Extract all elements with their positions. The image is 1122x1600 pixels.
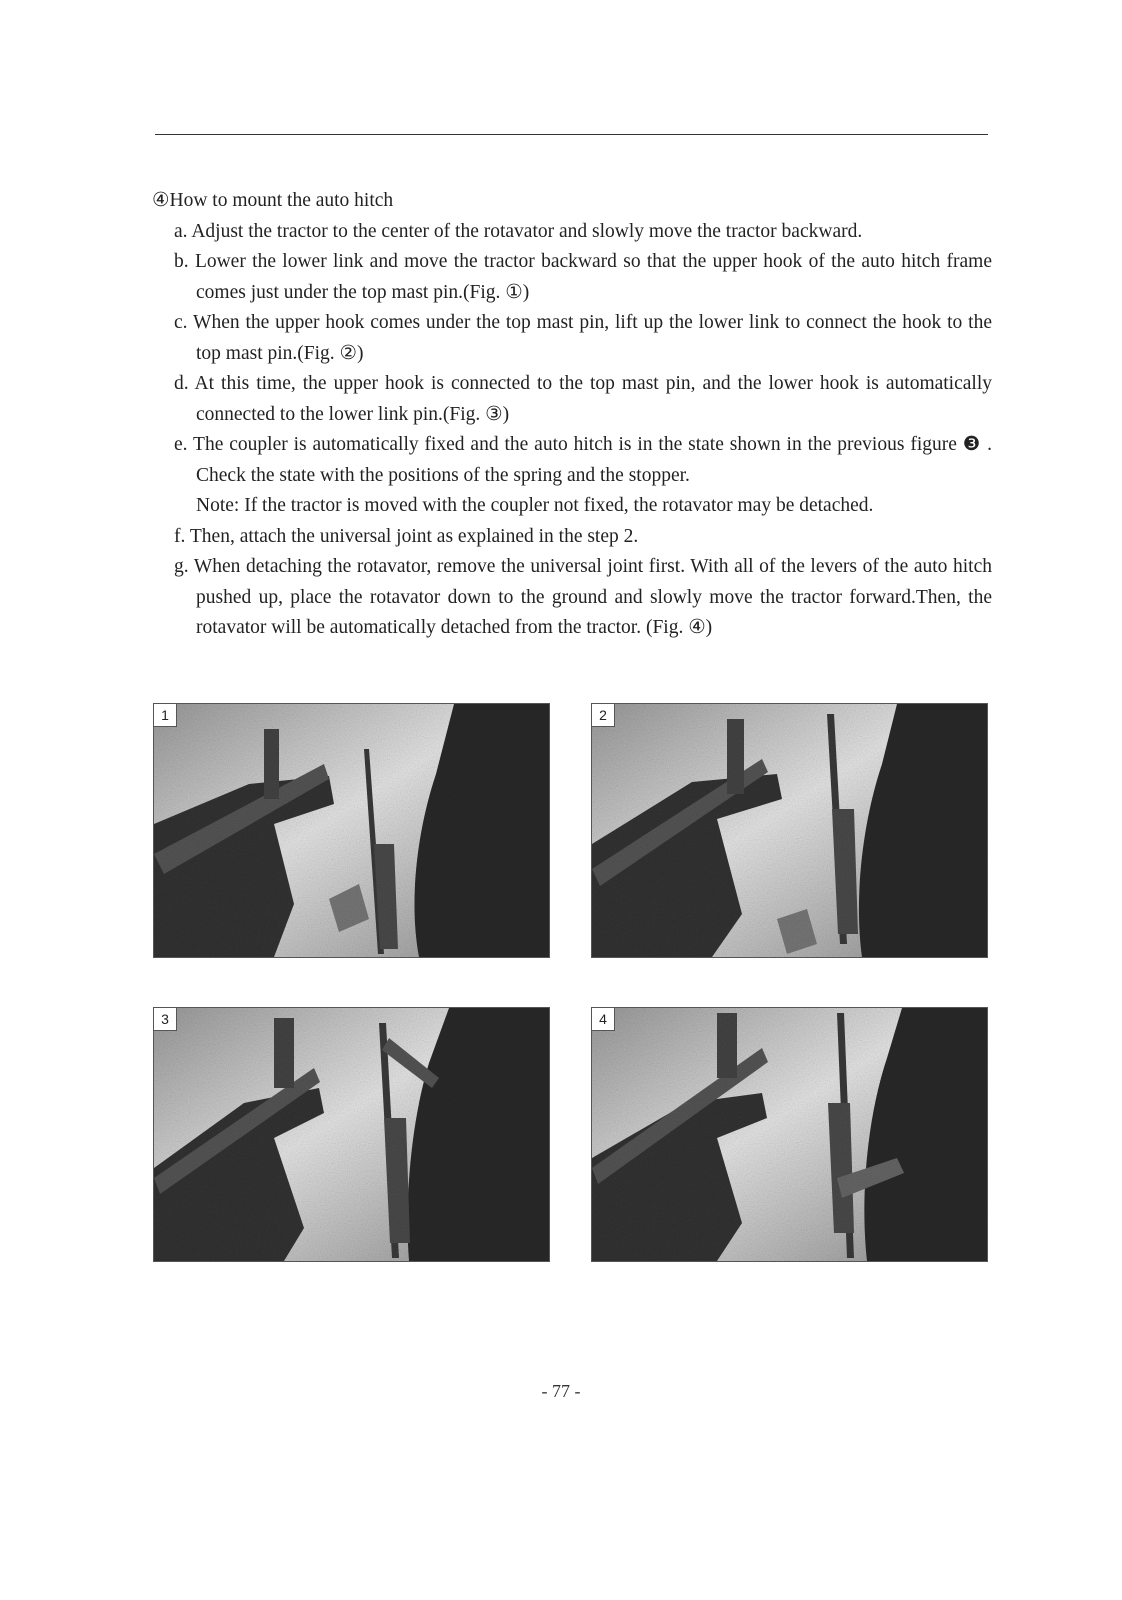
step-a: a. Adjust the tractor to the center of the rotavator and slowly move the tractor backward. [174, 220, 863, 242]
step-d: d. At this time, the upper hook is connected to the top mast pin, and the lower hook is automatically connected to the lower link pin.(Fig. ③) [174, 373, 992, 425]
step-b: b. Lower the lower link and move the tractor backward so that the upper hook of the auto hitch frame comes just under the top mast pin.(Fig. ①) [174, 251, 992, 303]
figure-4-photo [591, 1007, 988, 1262]
figure-4-number: 4 [592, 1008, 615, 1031]
hitch-photo-1 [154, 704, 549, 957]
section-heading: ④How to mount the auto hitch [152, 190, 394, 211]
instructions [152, 186, 992, 644]
figure-1-number: 1 [154, 704, 177, 727]
step-c: c. When the upper hook comes under the top mast pin, lift up the lower link to connect the hook to the top mast pin.(Fig. ②) [174, 312, 992, 364]
page-number: - 77 - [541, 1381, 581, 1401]
figure-3-number: 3 [154, 1008, 177, 1031]
header-rule [155, 134, 988, 135]
figure-1-photo [153, 703, 550, 958]
step-f: f. Then, attach the universal joint as explained in the step 2. [174, 525, 639, 547]
hitch-photo-4 [592, 1008, 987, 1261]
hitch-photo-3 [154, 1008, 549, 1261]
figure-2-number: 2 [592, 704, 615, 727]
step-e: e. The coupler is automatically fixed and the auto hitch is in the state shown in the previous figure ❸ . Check the state with the positions of the spring and the stopper. [174, 434, 992, 486]
note: Note: If the tractor is moved with the coupler not fixed, the rotavator may be detached. [196, 495, 874, 516]
hitch-photo-2 [592, 704, 987, 957]
figure-2-photo [591, 703, 988, 958]
figure-3-photo [153, 1007, 550, 1262]
step-g: g. When detaching the rotavator, remove the universal joint first. With all of the levers of the auto hitch pushed up, place the rotavator down to the ground and slowly move the tractor forward.Then, the rotavator will be automatically detached from the tractor. (Fig. ④) [174, 556, 992, 638]
